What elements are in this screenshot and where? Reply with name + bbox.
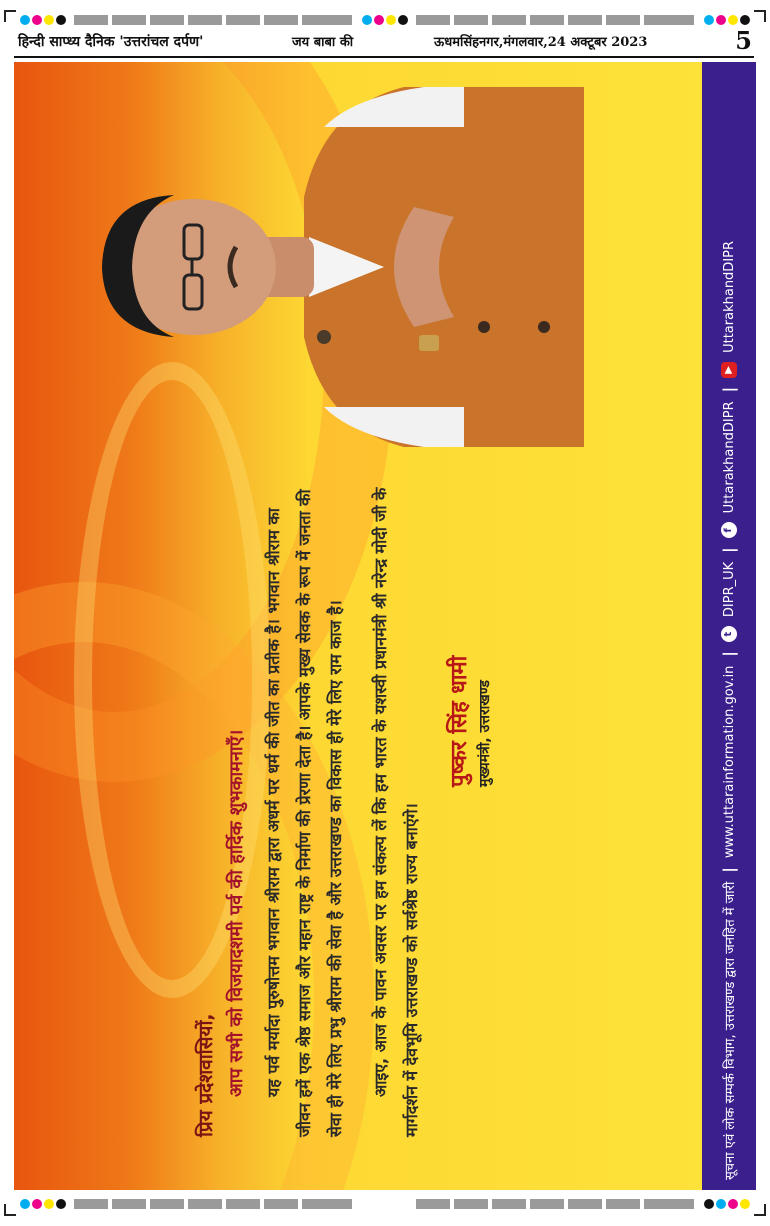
festival-wish: आप सभी को विजयादशमी पर्व की हार्दिक शुभकामनाएँ। xyxy=(226,729,247,1097)
registration-bar-top xyxy=(0,14,770,26)
salutation: प्रिय प्रदेशवासियों, xyxy=(195,1013,217,1137)
crop-mark xyxy=(4,1204,16,1216)
yellow-dot xyxy=(44,15,54,25)
signatory-title: मुख्यमंत्री, उत्तराखण्ड xyxy=(477,680,493,787)
black-dot xyxy=(56,15,66,25)
footer-strip: सूचना एवं लोक सम्पर्क विभाग, उत्तराखण्ड द्वारा जनहित में जारी | www.uttarainformation.gov.in | t DIPR_UK | f UttarakhandDIPR | ▶ UttarakhandDIPR xyxy=(702,62,756,1190)
crop-mark xyxy=(754,1204,766,1216)
crop-mark xyxy=(754,10,766,22)
page-number: 5 xyxy=(735,26,752,55)
website-link[interactable]: www.uttarainformation.gov.in xyxy=(721,665,737,859)
registration-bar-bottom xyxy=(0,1198,770,1210)
header-slogan: जय बाबा की xyxy=(292,35,354,50)
facebook-icon: f xyxy=(721,522,737,538)
twitter-handle[interactable]: DIPR_UK xyxy=(721,561,737,618)
cyan-dot xyxy=(20,15,30,25)
signature-block xyxy=(443,477,494,787)
newspaper-name: हिन्दी साप्ध्य दैनिक 'उत्तरांचल दर्पण' xyxy=(18,34,204,50)
rotated-content xyxy=(14,67,734,1177)
message-text xyxy=(192,477,494,1137)
youtube-icon: ▶ xyxy=(721,362,737,378)
crop-mark xyxy=(4,10,16,22)
message-paragraph-2: आइए, आज के पावन अवसर पर हम संकल्प लें कि हम भारत के यशस्वी प्रधानमंत्री श्री नरेन्द्र मोदी जी के मार्गदर्शन में देवभूमि उत्तराखण्ड को सर्वश्रेष्ठ राज्य बनाएंगे। xyxy=(371,487,421,1137)
signatory-name: पुष्कर सिंह धामी xyxy=(446,655,472,787)
chief-minister-portrait xyxy=(24,87,584,447)
newspaper-header xyxy=(14,26,754,58)
facebook-handle[interactable]: UttarakhandDIPR xyxy=(721,401,737,514)
magenta-dot xyxy=(32,15,42,25)
twitter-icon: t xyxy=(721,626,737,642)
issuer-text: सूचना एवं लोक सम्पर्क विभाग, उत्तराखण्ड द्वारा जनहित में जारी xyxy=(723,881,738,1180)
youtube-handle[interactable]: UttarakhandDIPR xyxy=(721,240,737,353)
dussehra-advertisement xyxy=(14,62,756,1190)
message-paragraph-1: यह पर्व मर्यादा पुरुषोत्तम भगवान श्रीराम द्वारा अधर्म पर धर्म की जीत का प्रतीक है। भगवान श्रीराम का जीवन हमें एक श्रेष्ठ समाज और महान राष्ट्र के निर्माण की प्रेरणा देता है। आपके मुख्य सेवक के रूप में जनता की सेवा ही मेरे लिए प्रभु श्रीराम की सेवा है और उत्तराखण्ड का विकास ही मेरे लिए राम काज है। xyxy=(264,489,345,1137)
header-dateline: ऊधमसिंहनगर,मंगलवार,24 अक्टूबर 2023 xyxy=(434,35,648,50)
